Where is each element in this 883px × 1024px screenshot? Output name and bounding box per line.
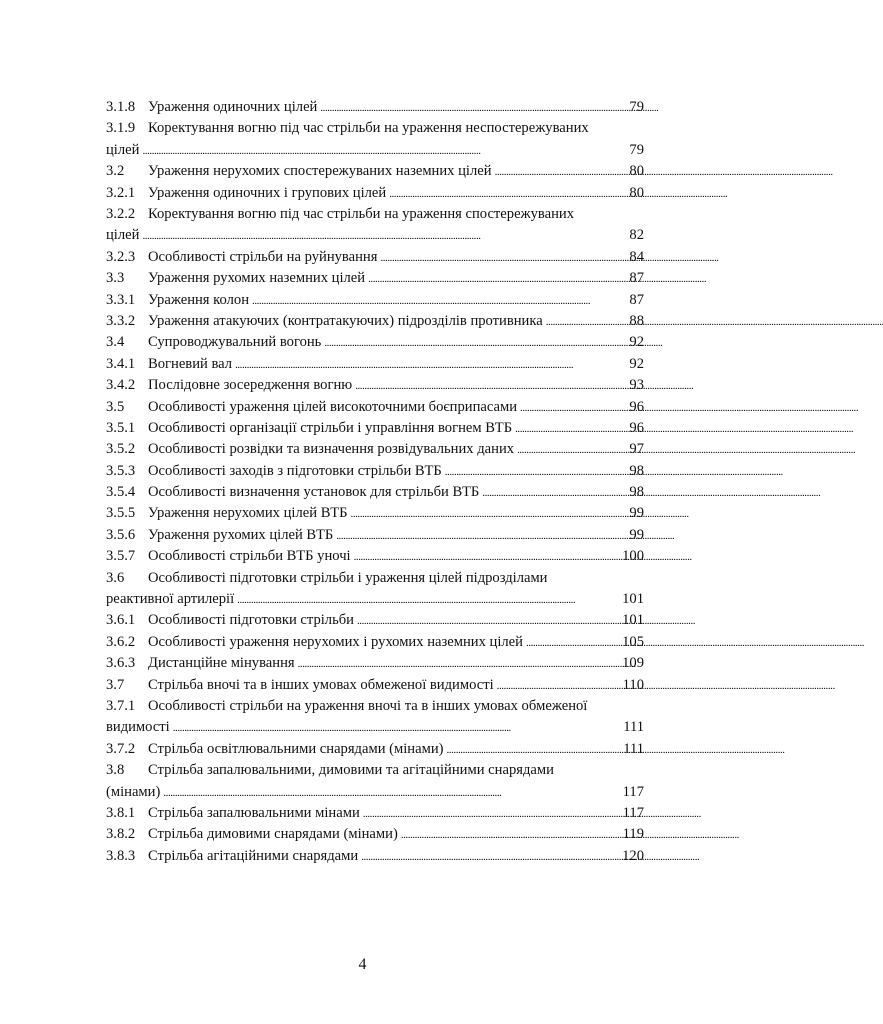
toc-entry-continuation-line (106, 782, 644, 803)
toc-entry-line (106, 354, 644, 375)
toc-dot-leader (445, 461, 627, 483)
toc-entry-line (106, 546, 644, 567)
toc-section-number: 3.4 (106, 334, 125, 351)
toc-section-number: 3.5.2 (106, 441, 136, 458)
toc-entry-continuation-line (106, 717, 644, 738)
toc-section-title: Ураження одиночних цілей (148, 99, 318, 115)
toc-section-title: Коректування вогню під час стрільби на ураження спостережуваних (148, 205, 575, 222)
toc-dot-leader (515, 418, 626, 440)
toc-entry-line (106, 568, 644, 589)
toc-entry (106, 461, 644, 482)
table-of-contents (106, 97, 644, 867)
toc-section-title: Особливості ураження цілей високоточними боєприпасами (148, 398, 518, 415)
toc-entry-line (106, 375, 644, 396)
toc-entry-line (106, 461, 644, 482)
toc-section-title: Вогневий вал (148, 355, 233, 372)
toc-page-number: 79 (629, 141, 644, 158)
toc-entry (106, 290, 644, 311)
toc-dot-leader (354, 546, 620, 568)
toc-entry-line (106, 482, 644, 503)
toc-section-number: 3.3.2 (106, 312, 136, 329)
toc-dot-leader (252, 290, 626, 312)
toc-entry (106, 118, 644, 161)
toc-entry (106, 311, 644, 332)
toc-entry-continuation-line (106, 140, 644, 161)
toc-entry-line (106, 118, 644, 139)
toc-section-title: Супроводжувальний вогонь (148, 334, 322, 351)
toc-entry-line (106, 632, 644, 653)
toc-page-number: 101 (622, 591, 644, 608)
toc-page-number: 119 (622, 826, 644, 843)
toc-entry-line (106, 653, 644, 674)
toc-entry (106, 546, 644, 567)
toc-section-number: 3.6.1 (106, 612, 136, 629)
toc-entry-line (106, 824, 644, 845)
toc-page-number: 88 (629, 312, 644, 329)
toc-section-title: Особливості стрільби ВТБ уночі (148, 548, 351, 565)
toc-section-title: Ураження атакуючих (контратакуючих) підрозділів противника (148, 312, 543, 329)
toc-entry (106, 247, 644, 268)
toc-dot-leader (163, 782, 619, 804)
toc-entry-continuation-line (106, 225, 644, 246)
toc-dot-leader (142, 225, 626, 247)
toc-entry-line (106, 247, 644, 268)
toc-section-title: Особливості ураження нерухомих і рухомих наземних цілей (148, 633, 523, 650)
toc-section-number: 3.2.2 (106, 205, 136, 222)
toc-section-title-continuation: реактивної артилерії (106, 591, 235, 608)
toc-section-number: 3.5.4 (106, 484, 136, 501)
toc-page-number: 99 (629, 505, 644, 522)
toc-entry-line (106, 439, 644, 460)
toc-section-number: 3.1.8 (106, 99, 136, 115)
toc-entry (106, 503, 644, 524)
toc-dot-leader (363, 803, 620, 825)
toc-dot-leader (361, 846, 619, 868)
toc-entry-line (106, 97, 644, 118)
toc-section-number: 3.1.9 (106, 120, 136, 137)
toc-section-title: Особливості стрільби на ураження вночі та в інших умовах обмеженої (148, 697, 588, 714)
toc-entry-line (106, 525, 644, 546)
toc-section-title: Стрільба димовими снарядами (мінами) (148, 826, 398, 843)
toc-section-title: Особливості організації стрільби і управління вогнем ВТБ (148, 419, 513, 436)
toc-section-number: 3.7.1 (106, 697, 136, 714)
toc-entry (106, 482, 644, 503)
toc-page-number: 117 (622, 783, 644, 800)
toc-page-number: 87 (629, 270, 644, 287)
toc-entry-line (106, 503, 644, 524)
toc-section-title: Коректування вогню під час стрільби на ураження неспостережуваних (148, 120, 589, 137)
toc-entry (106, 525, 644, 546)
toc-section-title: Ураження рухомих наземних цілей (148, 270, 366, 287)
toc-section-number: 3.2.1 (106, 184, 136, 201)
toc-section-number: 3.8 (106, 762, 125, 779)
toc-section-number: 3.7 (106, 676, 125, 693)
toc-section-number: 3.5.5 (106, 505, 136, 522)
toc-entry-line (106, 846, 644, 867)
toc-entry-line (106, 803, 644, 824)
page-number: 4 (358, 956, 367, 973)
toc-entry-line (106, 397, 644, 418)
toc-dot-leader (380, 247, 626, 269)
toc-page-number: 109 (622, 655, 644, 672)
toc-section-title: Особливості стрільби на руйнування (148, 248, 378, 265)
toc-section-number: 3.8.1 (106, 804, 136, 821)
toc-section-title: Ураження колон (148, 291, 250, 308)
toc-page-number: 111 (623, 740, 644, 757)
toc-section-title: Стрільба агітаційними снарядами (148, 847, 359, 864)
toc-page-number: 98 (629, 462, 644, 479)
toc-section-number: 3.5 (106, 398, 125, 415)
toc-section-title: Стрільба запалювальними, димовими та агітаційними снарядами (148, 762, 554, 779)
toc-entry-line (106, 311, 644, 332)
toc-entry (106, 760, 644, 803)
toc-entry-line (106, 290, 644, 311)
toc-page-number: 96 (629, 419, 644, 436)
toc-page-number: 80 (629, 163, 644, 180)
toc-entry-line (106, 418, 644, 439)
toc-entry (106, 397, 644, 418)
toc-entry (106, 375, 644, 396)
toc-dot-leader (324, 332, 626, 354)
toc-section-number: 3.6.3 (106, 655, 136, 672)
toc-section-number: 3.5.1 (106, 419, 136, 436)
toc-entry-line (106, 183, 644, 204)
toc-entry (106, 161, 644, 182)
toc-dot-leader (517, 439, 626, 461)
toc-page-number: 87 (629, 291, 644, 308)
toc-entry (106, 97, 644, 118)
toc-entry-line (106, 675, 644, 696)
toc-entry-line (106, 204, 644, 225)
toc-section-number: 3.6.2 (106, 633, 136, 650)
toc-dot-leader (173, 717, 620, 739)
toc-entry (106, 846, 644, 867)
toc-section-title: Стрільба освітлювальними снарядами (мінами) (148, 740, 444, 757)
toc-section-number: 3.5.7 (106, 548, 136, 565)
toc-page-number: 79 (629, 99, 644, 115)
toc-dot-leader (520, 397, 626, 419)
toc-section-title: Особливості визначення установок для стрільби ВТБ (148, 484, 480, 501)
toc-dot-leader (546, 311, 627, 333)
toc-entry (106, 439, 644, 460)
toc-entry (106, 824, 644, 845)
toc-section-number: 3.3 (106, 270, 125, 287)
toc-dot-leader (237, 589, 619, 611)
toc-dot-leader (298, 653, 620, 675)
toc-entry (106, 568, 644, 611)
toc-dot-leader (526, 632, 619, 654)
toc-section-title-continuation: (мінами) (106, 783, 161, 800)
toc-section-title: Стрільба запалювальними мінами (148, 804, 360, 821)
toc-page-number: 100 (622, 548, 644, 565)
toc-page-number: 82 (629, 227, 644, 244)
toc-dot-leader (389, 183, 626, 205)
toc-section-title: Ураження одиночних і групових цілей (148, 184, 387, 201)
toc-section-number: 3.3.1 (106, 291, 136, 308)
toc-section-title: Особливості розвідки та визначення розвідувальних даних (148, 441, 515, 458)
toc-page-number: 110 (622, 676, 644, 693)
toc-page-number: 98 (629, 484, 644, 501)
toc-section-title-continuation: цілей (106, 227, 140, 244)
toc-dot-leader (368, 268, 626, 290)
toc-entry-line (106, 610, 644, 631)
toc-entry-line (106, 332, 644, 353)
toc-section-number: 3.8.2 (106, 826, 136, 843)
toc-page-number: 97 (629, 441, 644, 458)
toc-entry (106, 183, 644, 204)
toc-section-title: Ураження нерухомих цілей ВТБ (148, 505, 348, 522)
toc-page-number: 93 (629, 377, 644, 394)
toc-entry (106, 803, 644, 824)
toc-section-number: 3.5.6 (106, 526, 136, 543)
toc-entry (106, 418, 644, 439)
toc-section-title: Стрільба вночі та в інших умовах обмеженої видимості (148, 676, 494, 693)
toc-entry (106, 653, 644, 674)
toc-page-number: 120 (622, 847, 644, 864)
toc-entry-line (106, 696, 644, 717)
toc-page-number: 117 (622, 804, 644, 821)
toc-entry (106, 332, 644, 353)
toc-entry (106, 696, 644, 739)
toc-page-number: 111 (623, 719, 644, 736)
toc-section-title-continuation: цілей (106, 141, 140, 158)
toc-page-number: 96 (629, 398, 644, 415)
toc-section-title: Особливості підготовки стрільби (148, 612, 354, 629)
toc-page-number: 92 (629, 355, 644, 372)
toc-section-number: 3.5.3 (106, 462, 136, 479)
toc-dot-leader (497, 675, 620, 697)
toc-section-number: 3.4.2 (106, 377, 136, 394)
toc-page-number: 101 (622, 612, 644, 629)
toc-section-number: 3.2 (106, 163, 125, 180)
toc-section-number: 3.7.2 (106, 740, 136, 757)
toc-dot-leader (495, 161, 627, 183)
toc-section-number: 3.8.3 (106, 847, 136, 864)
toc-page-number: 84 (629, 248, 644, 265)
toc-section-title: Особливості підготовки стрільби і ураження цілей підрозділами (148, 569, 548, 586)
toc-section-title: Особливості заходів з підготовки стрільби ВТБ (148, 462, 442, 479)
toc-entry-line (106, 161, 644, 182)
toc-dot-leader (336, 525, 626, 547)
toc-entry (106, 675, 644, 696)
toc-page-number: 92 (629, 334, 644, 351)
toc-dot-leader (482, 482, 626, 504)
toc-entry-line (106, 268, 644, 289)
toc-dot-leader (351, 503, 627, 525)
toc-dot-leader (320, 97, 626, 119)
toc-section-title: Ураження нерухомих спостережуваних наземних цілей (148, 163, 492, 180)
toc-dot-leader (355, 375, 626, 397)
toc-entry-line (106, 760, 644, 781)
toc-section-title: Дистанційне мінування (148, 655, 295, 672)
toc-section-number: 3.2.3 (106, 248, 136, 265)
toc-dot-leader (142, 140, 626, 162)
toc-section-title: Послідовне зосередження вогню (148, 377, 353, 394)
toc-page-number: 80 (629, 184, 644, 201)
toc-dot-leader (235, 354, 626, 376)
toc-entry-continuation-line (106, 589, 644, 610)
toc-entry-line (106, 739, 644, 760)
toc-section-number: 3.4.1 (106, 355, 136, 372)
toc-dot-leader (357, 610, 619, 632)
toc-entry (106, 739, 644, 760)
toc-entry (106, 268, 644, 289)
toc-entry (106, 204, 644, 247)
toc-page-number: 99 (629, 526, 644, 543)
toc-section-title: Ураження рухомих цілей ВТБ (148, 526, 334, 543)
toc-entry (106, 354, 644, 375)
toc-page-number: 105 (622, 633, 644, 650)
toc-dot-leader (447, 739, 621, 761)
toc-entry (106, 632, 644, 653)
toc-entry (106, 610, 644, 631)
toc-section-title-continuation: видимості (106, 719, 170, 736)
toc-section-number: 3.6 (106, 569, 125, 586)
toc-dot-leader (401, 824, 620, 846)
